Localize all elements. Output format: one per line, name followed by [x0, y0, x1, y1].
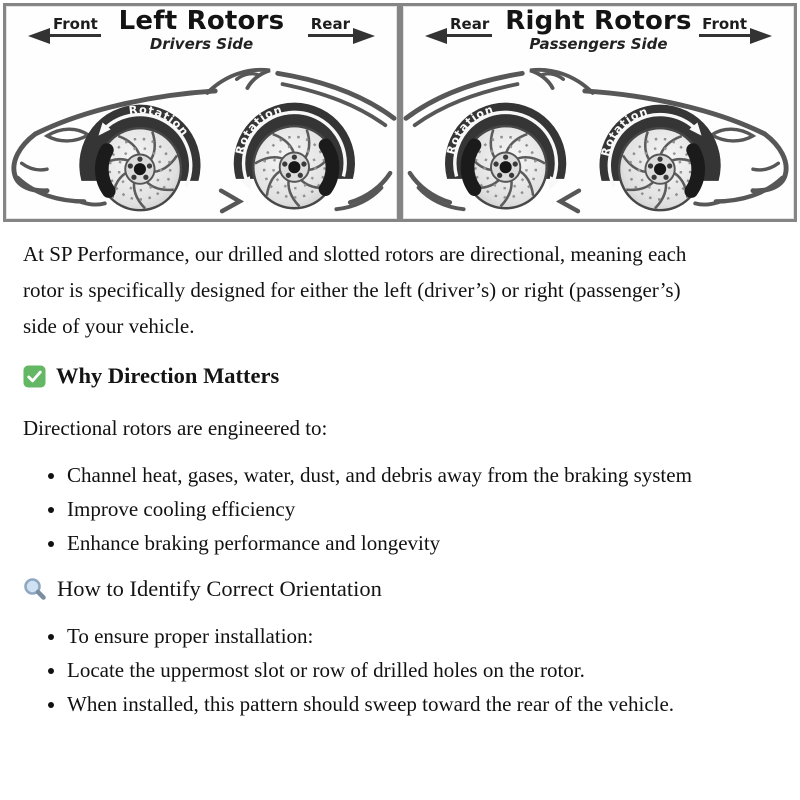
list-item: • To ensure proper installation:	[67, 619, 722, 653]
check-mark-emoji-icon	[23, 365, 46, 388]
rotor-direction-diagram	[0, 0, 800, 222]
panel-subtitle: Passengers Side	[529, 35, 668, 53]
direction-label: Rear	[308, 15, 353, 37]
panel-title: Left Rotors	[118, 6, 285, 36]
direction-label: Front	[50, 15, 101, 37]
list-item: • Locate the uppermost slot or row of drilled holes on the rotor.	[67, 653, 722, 687]
intro-paragraph: At SP Performance, our drilled and slotted rotors are directional, meaning each rotor is specifically designed for either the left (driver’s) or right (passenger’s) side of your vehicle.	[23, 242, 687, 338]
list-item: • Improve cooling efficiency	[67, 492, 722, 526]
panel-title: Right Rotors	[505, 6, 692, 36]
panel-subtitle: Drivers Side	[149, 35, 254, 53]
why-direction-bullet-list	[23, 458, 767, 560]
right-panel-titles	[403, 8, 794, 53]
identify-orientation-bullet-list	[23, 619, 767, 721]
rotation-label: Rotation	[444, 102, 496, 156]
section-heading-why-direction-matters	[23, 361, 770, 391]
list-item: • Enhance braking performance and longevity	[67, 526, 722, 560]
rotation-label: Rotation	[233, 102, 285, 156]
section-title: How to Identify Correct Orientation	[57, 576, 382, 601]
rotation-label: Rotation	[128, 103, 192, 139]
lead-sentence: Directional rotors are engineered to:	[23, 416, 328, 440]
right-rotors-panel	[400, 3, 797, 222]
section-heading-identify-orientation	[23, 574, 770, 604]
magnifying-glass-emoji-icon	[23, 577, 47, 601]
list-item: • Channel heat, gases, water, dust, and debris away from the braking system	[67, 458, 722, 492]
rotation-label: Rotation	[598, 104, 650, 158]
direction-label: Front	[699, 15, 750, 37]
section-title: Why Direction Matters	[56, 363, 280, 388]
direction-label: Rear	[447, 15, 492, 37]
left-panel-titles	[6, 8, 397, 53]
list-item: • When installed, this pattern should sweep toward the rear of the vehicle.	[67, 687, 722, 721]
article-body	[0, 222, 800, 721]
left-rotors-panel	[3, 3, 400, 222]
